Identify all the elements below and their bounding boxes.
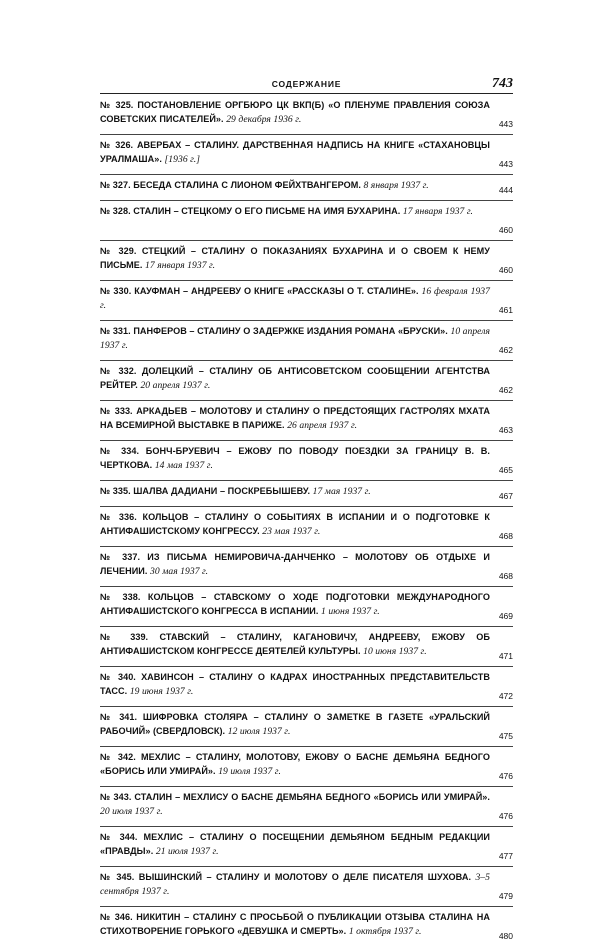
entry-text: № 325. ПОСТАНОВЛЕНИЕ ОРГБЮРО ЦК ВКП(Б) «О ПЛЕНУМЕ ПРАВЛЕНИЯ СОЮЗА СОВЕТСКИХ ПИСАТЕЛЕЙ». bbox=[100, 100, 490, 124]
entry-text: № 335. ШАЛВА ДАДИАНИ – ПОСКРЕБЫШЕВУ. bbox=[100, 486, 311, 496]
entry-divider bbox=[100, 200, 513, 201]
entry-divider bbox=[100, 320, 513, 321]
entry-divider bbox=[100, 666, 513, 667]
toc-entry-332[interactable] bbox=[100, 365, 513, 405]
toc-entry-325[interactable] bbox=[100, 99, 513, 139]
entry-page: 443 bbox=[498, 119, 513, 129]
toc-entry-345[interactable] bbox=[100, 871, 513, 911]
entry-date: 26 апреля 1937 г. bbox=[287, 419, 358, 431]
entry-text: № 336. КОЛЬЦОВ – СТАЛИНУ О СОБЫТИЯХ В ИСПАНИИ И О ПОДГОТОВКЕ К АНТИФАШИСТСКОМУ КОНГРЕССУ. bbox=[100, 512, 490, 536]
entry-date: 16 февраля 1937 г. bbox=[100, 286, 490, 311]
entry-text: № 331. ПАНФЕРОВ – СТАЛИНУ О ЗАДЕРЖКЕ ИЗДАНИЯ РОМАНА «БРУСКИ». bbox=[100, 326, 448, 336]
entry-divider bbox=[100, 174, 513, 175]
entry-divider bbox=[100, 480, 513, 481]
entry-date: 17 января 1937 г. bbox=[145, 259, 216, 271]
toc-entry-330[interactable] bbox=[100, 285, 513, 325]
entry-date: 19 июня 1937 г. bbox=[129, 685, 194, 697]
toc-entry-331[interactable] bbox=[100, 325, 513, 365]
entry-page: 477 bbox=[498, 851, 513, 861]
entry-date: 21 июля 1937 г. bbox=[155, 845, 219, 857]
entry-divider bbox=[100, 786, 513, 787]
entry-divider bbox=[100, 240, 513, 241]
entry-page: 461 bbox=[498, 305, 513, 315]
entry-date: 12 июля 1937 г. bbox=[227, 725, 291, 737]
running-header bbox=[100, 76, 513, 94]
entry-text: № 333. АРКАДЬЕВ – МОЛОТОВУ И СТАЛИНУ О ПРЕДСТОЯЩИХ ГАСТРОЛЯХ МХАТА НА ВСЕМИРНОЙ ВЫСТАВКЕ В ПАРИЖЕ. bbox=[100, 406, 490, 430]
toc-entry-329[interactable] bbox=[100, 245, 513, 285]
entry-date: 10 июня 1937 г. bbox=[363, 645, 427, 657]
entry-text: № 344. МЕХЛИС – СТАЛИНУ О ПОСЕЩЕНИИ ДЕМЬЯНОМ БЕДНЫМ РЕДАКЦИИ «ПРАВДЫ». bbox=[100, 832, 490, 856]
toc-entry-339[interactable] bbox=[100, 631, 513, 671]
toc-entry-338[interactable] bbox=[100, 591, 513, 631]
entry-divider bbox=[100, 280, 513, 281]
entry-text: № 326. АВЕРБАХ – СТАЛИНУ. ДАРСТВЕННАЯ НАДПИСЬ НА КНИГЕ «СТАХАНОВЦЫ УРАЛМАША». bbox=[100, 140, 490, 164]
entry-page: 460 bbox=[498, 265, 513, 275]
entry-date: 8 января 1937 г. bbox=[363, 180, 429, 191]
entry-text: № 341. ШИФРОВКА СТОЛЯРА – СТАЛИНУ О ЗАМЕТКЕ В ГАЗЕТЕ «УРАЛЬСКИЙ РАБОЧИЙ» (СВЕРДЛОВСК). bbox=[100, 712, 490, 736]
toc-entry-334[interactable] bbox=[100, 445, 513, 485]
entry-date: 20 апреля 1937 г. bbox=[140, 379, 211, 391]
entry-text: № 332. ДОЛЕЦКИЙ – СТАЛИНУ ОБ АНТИСОВЕТСКОМ СООБЩЕНИИ АГЕНТСТВА РЕЙТЕР. bbox=[100, 366, 490, 390]
entry-divider bbox=[100, 440, 513, 441]
entry-divider bbox=[100, 400, 513, 401]
entry-text: № 340. ХАВИНСОН – СТАЛИНУ О КАДРАХ ИНОСТРАННЫХ ПРЕДСТАВИТЕЛЬСТВ ТАСС. bbox=[100, 672, 490, 696]
toc-entry-327[interactable] bbox=[100, 179, 513, 205]
entry-page: 472 bbox=[498, 691, 513, 701]
entry-page: 475 bbox=[498, 731, 513, 741]
entry-text: № 330. КАУФМАН – АНДРЕЕВУ О КНИГЕ «РАССКАЗЫ О Т. СТАЛИНЕ». bbox=[100, 286, 419, 296]
entry-page: 480 bbox=[498, 931, 513, 941]
toc-entry-326[interactable] bbox=[100, 139, 513, 179]
entry-text: № 329. СТЕЦКИЙ – СТАЛИНУ О ПОКАЗАНИЯХ БУХАРИНА И О СВОЕМ К НЕМУ ПИСЬМЕ. bbox=[100, 246, 490, 270]
entry-date: 30 мая 1937 г. bbox=[150, 565, 209, 577]
header-rule bbox=[100, 93, 513, 94]
toc-entry-346[interactable] bbox=[100, 911, 513, 951]
entry-page: 469 bbox=[498, 611, 513, 621]
entry-divider bbox=[100, 506, 513, 507]
entry-text: № 334. БОНЧ-БРУЕВИЧ – ЕЖОВУ ПО ПОВОДУ ПОЕЗДКИ ЗА ГРАНИЦУ В. В. ЧЕРТКОВА. bbox=[100, 446, 490, 470]
entry-text: № 346. НИКИТИН – СТАЛИНУ С ПРОСЬБОЙ О ПУБЛИКАЦИИ ОТЗЫВА СТАЛИНА НА СТИХОТВОРЕНИЕ ГОРЬКОГО «ДЕВУШКА И СМЕРТЬ». bbox=[100, 912, 490, 936]
entry-page: 467 bbox=[498, 491, 513, 501]
entry-page: 462 bbox=[498, 345, 513, 355]
header-page-number: 743 bbox=[492, 76, 513, 91]
entry-text: № 338. КОЛЬЦОВ – СТАВСКОМУ О ХОДЕ ПОДГОТОВКИ МЕЖДУНАРОДНОГО АНТИФАШИСТСКОГО КОНГРЕССА В ИСПАНИИ. bbox=[100, 592, 490, 616]
entry-date: 10 апреля 1937 г. bbox=[100, 326, 490, 351]
entry-page: 463 bbox=[498, 425, 513, 435]
entry-page: 444 bbox=[498, 185, 513, 195]
toc-entry-328[interactable] bbox=[100, 205, 513, 245]
entry-page: 476 bbox=[498, 771, 513, 781]
entry-text: № 345. ВЫШИНСКИЙ – СТАЛИНУ И МОЛОТОВУ О ДЕЛЕ ПИСАТЕЛЯ ШУХОВА. bbox=[100, 872, 472, 882]
entry-divider bbox=[100, 706, 513, 707]
entry-date: 19 июля 1937 г. bbox=[218, 765, 281, 777]
entry-text: № 327. БЕСЕДА СТАЛИНА С ЛИОНОМ ФЕЙХТВАНГЕРОМ. bbox=[100, 180, 361, 190]
entry-date: 29 декабря 1936 г. bbox=[226, 113, 302, 125]
entry-date: 20 июля 1937 г. bbox=[100, 805, 163, 817]
toc-entry-344[interactable] bbox=[100, 831, 513, 871]
entry-text: № 337. ИЗ ПИСЬМА НЕМИРОВИЧА-ДАНЧЕНКО – МОЛОТОВУ ОБ ОТДЫХЕ И ЛЕЧЕНИИ. bbox=[100, 552, 490, 576]
entry-date: 1 октября 1937 г. bbox=[348, 925, 422, 937]
entry-divider bbox=[100, 360, 513, 361]
entry-page: 465 bbox=[498, 465, 513, 475]
entry-divider bbox=[100, 906, 513, 907]
toc-entries bbox=[100, 99, 513, 951]
entry-page: 468 bbox=[498, 531, 513, 541]
entry-date: 3–5 сентября 1937 г. bbox=[100, 872, 490, 897]
entry-date: 23 мая 1937 г. bbox=[262, 525, 321, 537]
entry-divider bbox=[100, 866, 513, 867]
entry-page: 468 bbox=[498, 571, 513, 581]
entry-date: 1 июня 1937 г. bbox=[321, 605, 380, 617]
entry-divider bbox=[100, 826, 513, 827]
entry-page: 476 bbox=[498, 811, 513, 821]
toc-entry-333[interactable] bbox=[100, 405, 513, 445]
entry-page: 462 bbox=[498, 385, 513, 395]
entry-date: 17 мая 1937 г. bbox=[312, 486, 371, 497]
entry-page: 479 bbox=[498, 891, 513, 901]
entry-page: 460 bbox=[498, 225, 513, 235]
toc-entry-343[interactable] bbox=[100, 791, 513, 831]
toc-entry-342[interactable] bbox=[100, 751, 513, 791]
entry-divider bbox=[100, 134, 513, 135]
entry-date: [1936 г.] bbox=[164, 153, 201, 165]
entry-date: 14 мая 1937 г. bbox=[154, 459, 213, 471]
entry-divider bbox=[100, 626, 513, 627]
entry-divider bbox=[100, 586, 513, 587]
toc-entry-335[interactable] bbox=[100, 485, 513, 511]
entry-page: 443 bbox=[498, 159, 513, 169]
toc-entry-341[interactable] bbox=[100, 711, 513, 751]
entry-text: № 328. СТАЛИН – СТЕЦКОМУ О ЕГО ПИСЬМЕ НА ИМЯ БУХАРИНА. bbox=[100, 206, 401, 216]
entry-date: 17 января 1937 г. bbox=[402, 206, 473, 217]
entry-divider bbox=[100, 746, 513, 747]
entry-page: 471 bbox=[498, 651, 513, 661]
header-title: СОДЕРЖАНИЕ bbox=[271, 79, 342, 89]
entry-text: № 339. СТАВСКИЙ – СТАЛИНУ, КАГАНОВИЧУ, АНДРЕЕВУ, ЕЖОВУ ОБ АНТИФАШИСТСКОМ КОНГРЕССЕ ДЕЯТЕЛЕЙ КУЛЬТУРЫ. bbox=[100, 632, 490, 656]
entry-divider bbox=[100, 546, 513, 547]
entry-text: № 342. МЕХЛИС – СТАЛИНУ, МОЛОТОВУ, ЕЖОВУ О БАСНЕ ДЕМЬЯНА БЕДНОГО «БОРИСЬ ИЛИ УМИРАЙ». bbox=[100, 752, 490, 776]
entry-text: № 343. СТАЛИН – МЕХЛИСУ О БАСНЕ ДЕМЬЯНА БЕДНОГО «БОРИСЬ ИЛИ УМИРАЙ». bbox=[100, 792, 490, 802]
toc-entry-337[interactable] bbox=[100, 551, 513, 591]
toc-entry-336[interactable] bbox=[100, 511, 513, 551]
toc-entry-340[interactable] bbox=[100, 671, 513, 711]
